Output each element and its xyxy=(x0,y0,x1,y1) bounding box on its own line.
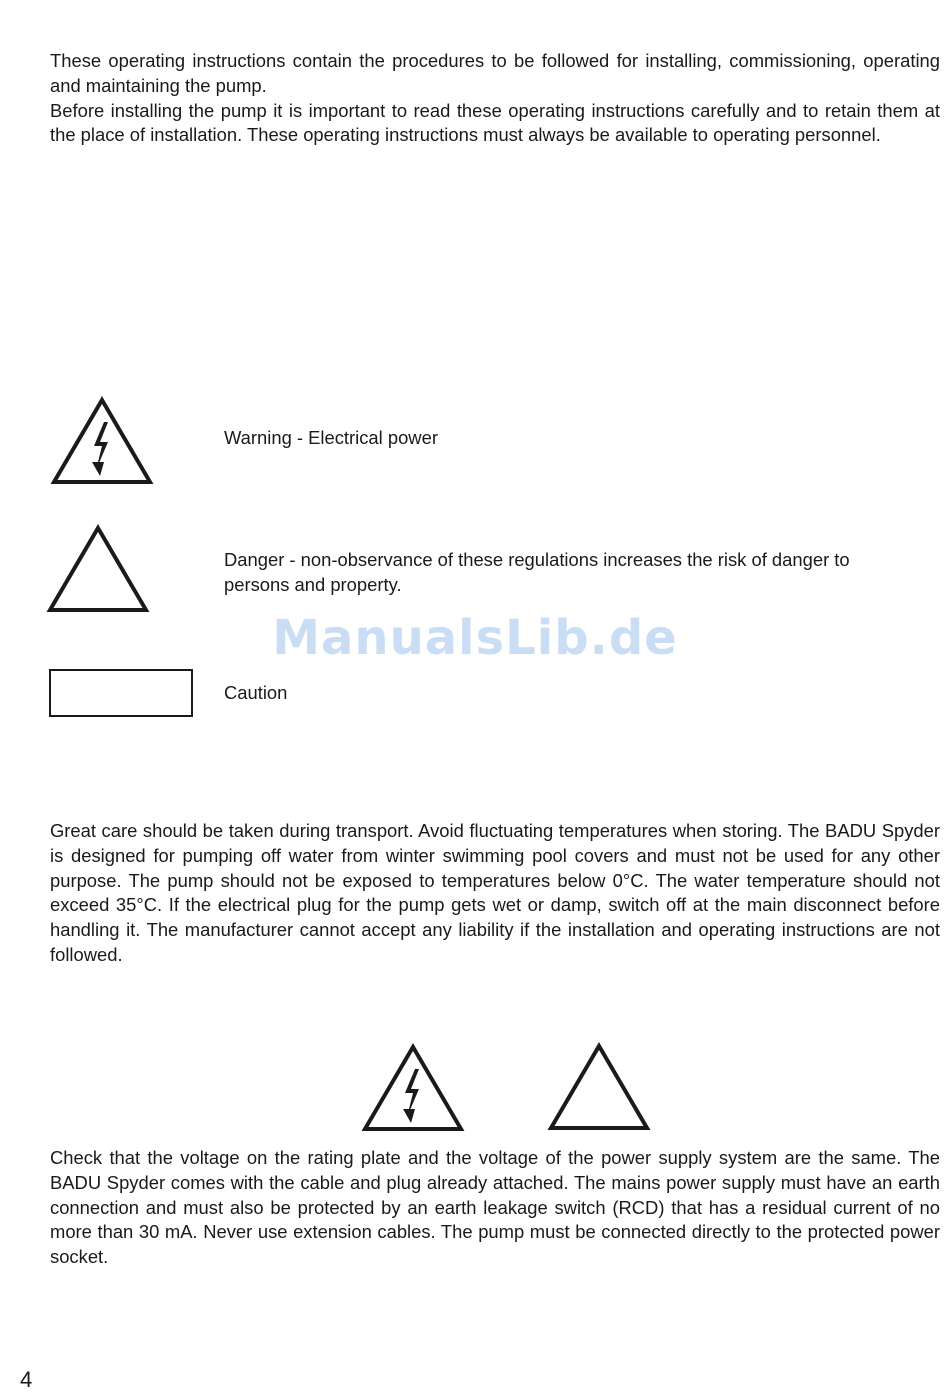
danger-triangle-icon xyxy=(547,1042,651,1134)
caution-label: Caution xyxy=(224,682,288,703)
electrical-warning-icon xyxy=(50,396,154,488)
danger-label: Danger - non-observance of these regulations increases the risk of danger to persons and property. xyxy=(224,549,850,595)
transport-paragraph: Great care should be taken during transport. Avoid fluctuating temperatures when storing. The BADU Spyder is designed for pumping off water from winter swimming pool covers and must not be used for any other purpose. The pump should not be exposed to temperatures below 0°C. The water temperature should not exceed 35°C. If the electrical plug for the pump gets wet or damp, switch off at the main disconnect before handling it. The manufacturer cannot accept any liability if the installation and operating instructions are not followed. xyxy=(50,820,940,965)
electrical-warning-icon xyxy=(361,1043,465,1135)
electrical-paragraph: Check that the voltage on the rating plate and the voltage of the power supply system are the same. The BADU Spyder comes with the cable and plug already attached. The mains power supply must have an earth connection and must also be protected by an earth leakage switch (RCD) that has a residual current of no more than 30 mA. Never use extension cables. The pump must be connected directly to the protected power socket. xyxy=(50,1147,940,1268)
intro-paragraph-1: These operating instructions contain the procedures to be followed for installing, commissioning, operating and maintaining the pump. xyxy=(50,50,940,96)
intro-section xyxy=(50,49,940,148)
electrical-warning-label: Warning - Electrical power xyxy=(224,427,438,448)
page-number: 4 xyxy=(20,1367,33,1392)
danger-triangle-icon xyxy=(46,524,150,616)
watermark: ManualsLib.de xyxy=(272,610,678,666)
intro-paragraph-2: Before installing the pump it is important to read these operating instructions carefully and to retain them at the place of installation. These operating instructions must always be available to operating personnel. xyxy=(50,99,940,146)
caution-box-icon xyxy=(49,669,193,717)
